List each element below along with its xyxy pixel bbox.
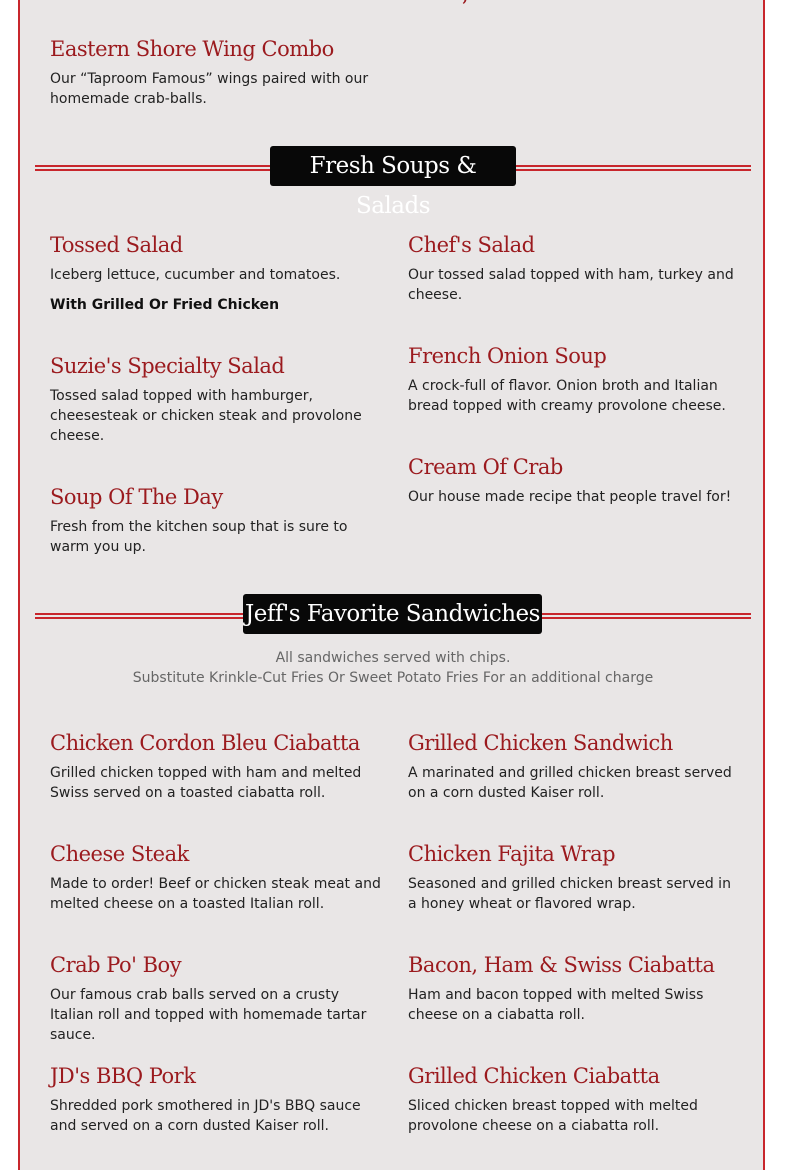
menu-item xyxy=(408,1063,743,1136)
item-title: Chicken Fajita Wrap xyxy=(408,842,616,866)
clipped-text-fragment xyxy=(462,0,469,6)
item-title: Chicken Cordon Bleu Ciabatta xyxy=(50,731,360,755)
item-title: Chef's Salad xyxy=(408,233,535,257)
menu-item xyxy=(50,730,385,803)
item-description: Ham and bacon topped with melted Swiss cheese on a ciabatta roll. xyxy=(408,987,704,1023)
item-description: Seasoned and grilled chicken breast served in a honey wheat or flavored wrap. xyxy=(408,876,731,912)
section-note: All sandwiches served with chips. xyxy=(275,650,511,666)
section-header-sandwiches: Jeff's Favorite Sandwiches xyxy=(243,594,542,634)
item-description: Shredded pork smothered in JD's BBQ sauce and served on a corn dusted Kaiser roll. xyxy=(50,1098,361,1134)
menu-item xyxy=(50,36,385,109)
menu-item xyxy=(50,232,385,315)
menu-item xyxy=(408,343,743,416)
menu-item xyxy=(408,730,743,803)
menu-item xyxy=(408,841,743,914)
item-title: Soup Of The Day xyxy=(50,485,223,509)
section-header-soups: Fresh Soups & Salads xyxy=(270,146,516,186)
menu-item xyxy=(408,454,743,507)
item-title: JD's BBQ Pork xyxy=(50,1064,196,1088)
menu-item xyxy=(408,952,743,1025)
item-description: Our “Taproom Famous” wings paired with our homemade crab-balls. xyxy=(50,71,369,107)
item-title: Tossed Salad xyxy=(50,233,183,257)
section-note: Substitute Krinkle-Cut Fries Or Sweet Potato Fries For an additional charge xyxy=(132,670,654,686)
item-description: Tossed salad topped with hamburger, cheesesteak or chicken steak and provolone cheese. xyxy=(50,388,362,444)
item-title: Grilled Chicken Sandwich xyxy=(408,731,673,755)
item-description: A crock-full of flavor. Onion broth and Italian bread topped with creamy provolone cheese. xyxy=(408,378,726,414)
item-description: Sliced chicken breast topped with melted provolone cheese on a ciabatta roll. xyxy=(408,1098,698,1134)
menu-item xyxy=(408,232,743,305)
item-description: Made to order! Beef or chicken steak meat and melted cheese on a toasted Italian roll. xyxy=(50,876,381,912)
item-option: With Grilled Or Fried Chicken xyxy=(50,297,280,313)
item-title: Bacon, Ham & Swiss Ciabatta xyxy=(408,953,715,977)
item-title: Suzie's Specialty Salad xyxy=(50,354,285,378)
menu-item xyxy=(50,1063,385,1136)
item-title: Cream Of Crab xyxy=(408,455,563,479)
item-description: Our house made recipe that people travel for! xyxy=(408,489,732,505)
item-title: Eastern Shore Wing Combo xyxy=(50,37,334,61)
item-description: A marinated and grilled chicken breast served on a corn dusted Kaiser roll. xyxy=(408,765,732,801)
menu-item xyxy=(50,952,385,1045)
menu-item xyxy=(50,484,385,557)
item-description: Iceberg lettuce, cucumber and tomatoes. xyxy=(50,267,341,283)
item-title: Cheese Steak xyxy=(50,842,189,866)
item-description: Our tossed salad topped with ham, turkey and cheese. xyxy=(408,267,734,303)
menu-item xyxy=(50,353,385,446)
item-title: French Onion Soup xyxy=(408,344,607,368)
item-description: Our famous crab balls served on a crusty Italian roll and topped with homemade tartar sauce. xyxy=(50,987,367,1043)
item-description: Fresh from the kitchen soup that is sure to warm you up. xyxy=(50,519,348,555)
item-title: Grilled Chicken Ciabatta xyxy=(408,1064,660,1088)
menu-item xyxy=(50,841,385,914)
item-description: Grilled chicken topped with ham and melted Swiss served on a toasted ciabatta roll. xyxy=(50,765,362,801)
item-title: Crab Po' Boy xyxy=(50,953,182,977)
